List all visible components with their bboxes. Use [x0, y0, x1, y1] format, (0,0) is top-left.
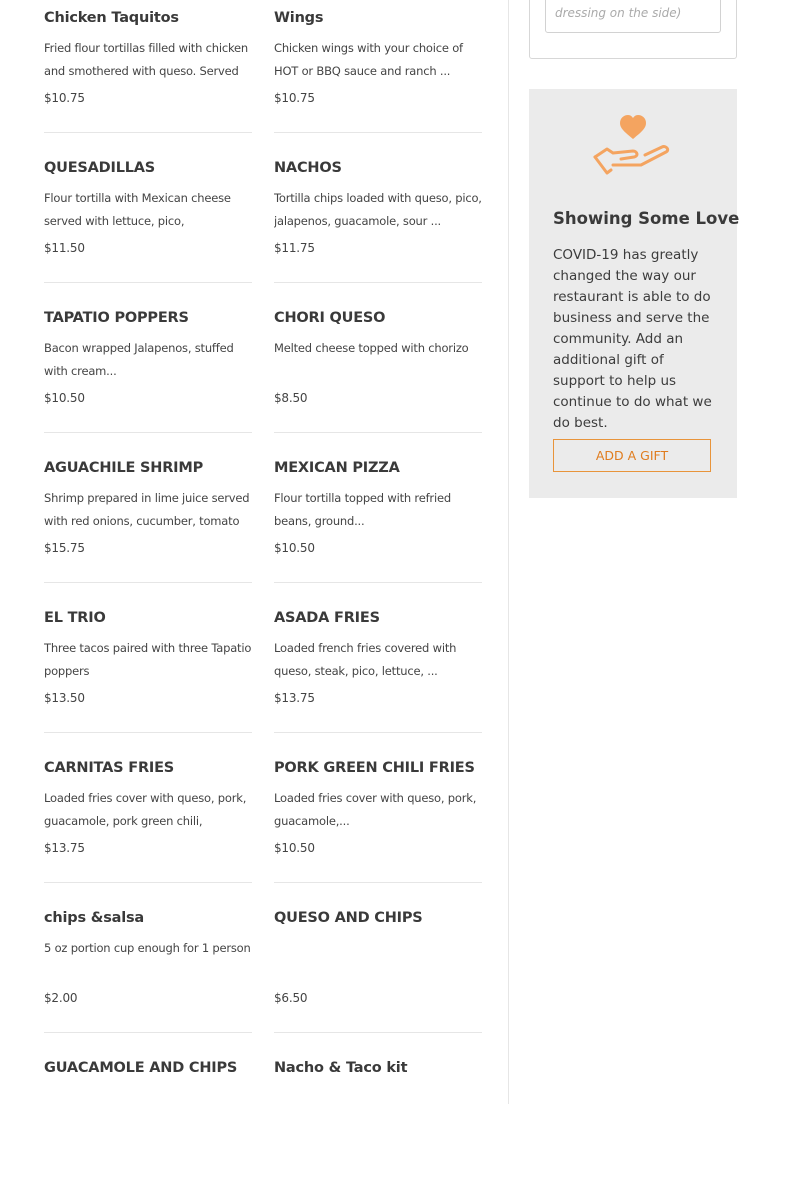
menu-item-chori-queso[interactable] [274, 303, 482, 433]
item-name: Chicken Taquitos [44, 10, 179, 26]
special-instructions-input[interactable] [545, 0, 721, 33]
menu-item-nacho-taco-kit[interactable] [274, 1053, 482, 1183]
item-price: $10.75 [274, 91, 315, 105]
menu-item-queso-and-chips[interactable] [274, 903, 482, 1033]
item-price: $10.50 [274, 541, 315, 555]
item-description: Chicken wings with your choice of HOT or BBQ sauce and ranch ... [274, 41, 463, 78]
menu-item-quesadillas[interactable] [44, 153, 252, 283]
divider [274, 582, 482, 583]
love-card-text: COVID-19 has greatly changed the way our restaurant is able to do business and serve the community. Add an additional gift of support to help us continue to do what we do best. [553, 247, 712, 431]
menu-item-pork-green-chili-fries[interactable] [274, 753, 482, 883]
item-description: Fried flour tortillas filled with chicken and smothered with queso. Served [44, 41, 249, 78]
item-name: NACHOS [274, 160, 342, 176]
divider [274, 1032, 482, 1033]
item-description: Loaded french fries covered with queso, steak, pico, lettuce, ... [274, 641, 457, 678]
menu-item-nachos[interactable] [274, 153, 482, 283]
divider [44, 432, 252, 433]
item-price: $2.00 [44, 991, 78, 1005]
item-price: $11.75 [274, 241, 315, 255]
item-description: Melted cheese topped with chorizo [274, 341, 469, 355]
item-price: $10.50 [44, 391, 85, 405]
heart-hand-icon [593, 115, 673, 185]
item-price: $8.50 [274, 391, 308, 405]
divider [274, 282, 482, 283]
item-description: 5 oz portion cup enough for 1 person [44, 941, 251, 955]
item-price: $10.75 [44, 91, 85, 105]
item-name: QUESO AND CHIPS [274, 910, 423, 926]
item-price: $13.75 [44, 841, 85, 855]
item-name: GUACAMOLE AND CHIPS [44, 1060, 238, 1076]
divider [274, 432, 482, 433]
divider [44, 582, 252, 583]
item-name: CARNITAS FRIES [44, 760, 175, 776]
item-price: $11.50 [44, 241, 85, 255]
menu-item-guacamole-and-chips[interactable] [44, 1053, 252, 1183]
item-name: CHORI QUESO [274, 310, 386, 326]
divider [274, 132, 482, 133]
item-description: Shrimp prepared in lime juice served with red onions, cucumber, tomato [44, 491, 250, 528]
item-description: Loaded fries cover with queso, pork, guacamole, pork green chili, [44, 791, 247, 828]
special-instructions-card [529, 0, 737, 59]
item-name: QUESADILLAS [44, 160, 156, 176]
menu-item-tapatio-poppers[interactable] [44, 303, 252, 433]
item-description: Three tacos paired with three Tapatio poppers [44, 641, 252, 678]
menu-item-mexican-pizza[interactable] [274, 453, 482, 583]
menu-item-chicken-taquitos[interactable] [44, 3, 252, 133]
item-price: $13.75 [274, 691, 315, 705]
item-description: Flour tortilla with Mexican cheese served with lettuce, pico, [44, 191, 231, 228]
divider [44, 282, 252, 283]
item-price: $15.75 [44, 541, 85, 555]
divider [44, 732, 252, 733]
item-name: PORK GREEN CHILI FRIES [274, 760, 475, 776]
column-divider [508, 0, 509, 1104]
menu-item-carnitas-fries[interactable] [44, 753, 252, 883]
divider [44, 882, 252, 883]
menu-item-chips-salsa[interactable] [44, 903, 252, 1033]
item-name: Nacho & Taco kit [274, 1060, 408, 1076]
item-name: AGUACHILE SHRIMP [44, 460, 204, 476]
divider [44, 132, 252, 133]
item-price: $10.50 [274, 841, 315, 855]
item-name: EL TRIO [44, 610, 106, 626]
divider [274, 732, 482, 733]
divider [44, 1032, 252, 1033]
item-name: Wings [274, 10, 324, 26]
menu-item-asada-fries[interactable] [274, 603, 482, 733]
divider [274, 882, 482, 883]
love-card-title: Showing Some Love [553, 209, 740, 228]
item-description: Bacon wrapped Jalapenos, stuffed with cream... [44, 341, 234, 378]
item-price: $13.50 [44, 691, 85, 705]
item-name: TAPATIO POPPERS [44, 310, 189, 326]
item-description: Tortilla chips loaded with queso, pico, jalapenos, guacamole, sour ... [274, 191, 482, 228]
menu-item-wings[interactable] [274, 3, 482, 133]
menu-item-aguachile-shrimp[interactable] [44, 453, 252, 583]
showing-love-card [529, 89, 740, 498]
item-name: MEXICAN PIZZA [274, 460, 400, 476]
item-name: ASADA FRIES [274, 610, 380, 626]
item-price: $6.50 [274, 991, 308, 1005]
item-description: Loaded fries cover with queso, pork, guacamole,... [274, 791, 477, 828]
menu-item-el-trio[interactable] [44, 603, 252, 733]
item-name: chips &salsa [44, 910, 144, 926]
special-instructions-placeholder: dressing on the side) [555, 6, 682, 20]
add-gift-button[interactable]: ADD A GIFT [553, 439, 711, 472]
item-description: Flour tortilla topped with refried beans, ground... [274, 491, 451, 528]
